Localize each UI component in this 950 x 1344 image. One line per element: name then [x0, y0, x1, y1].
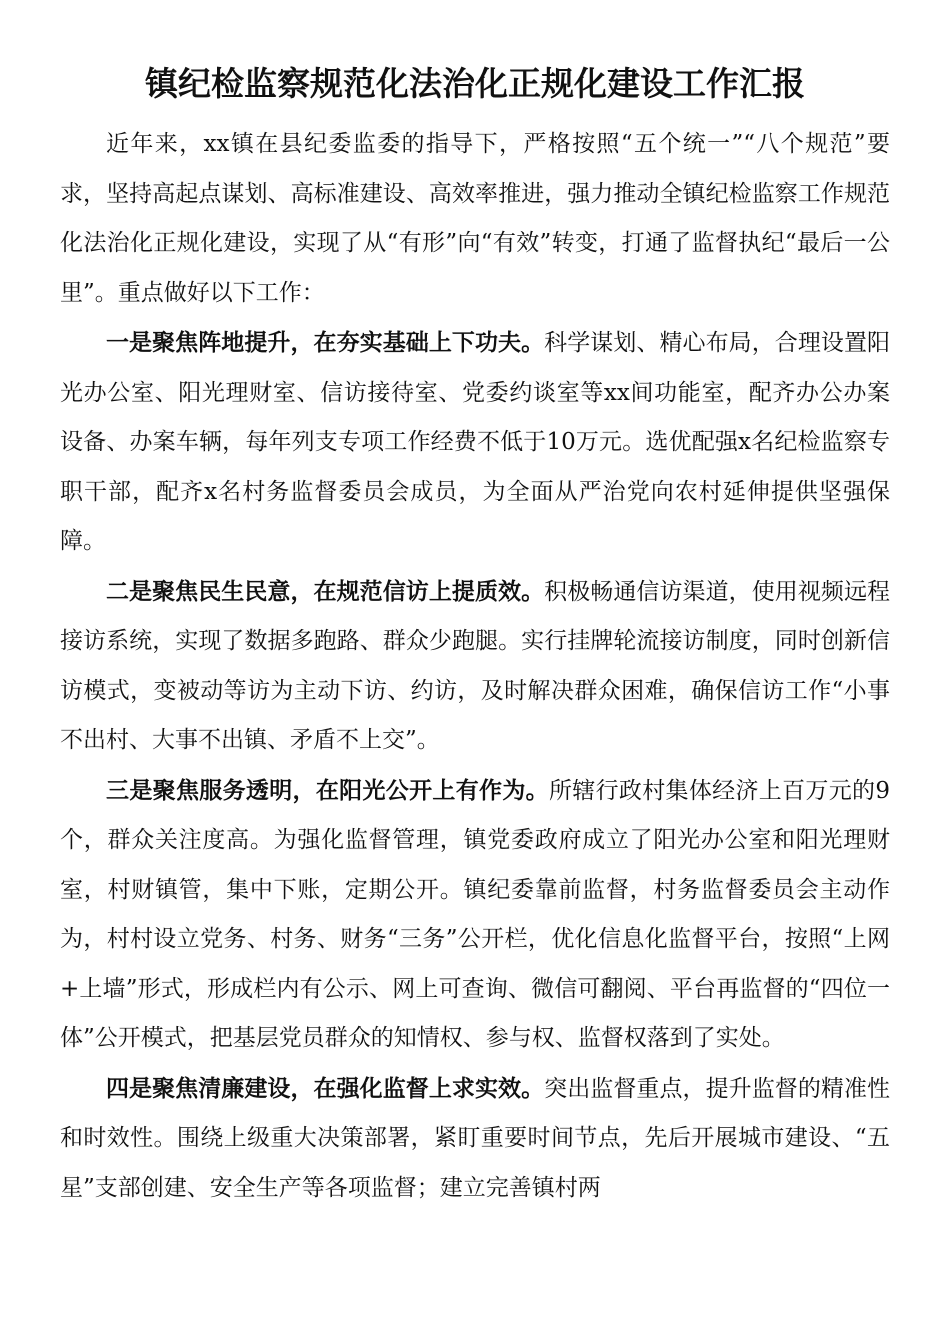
section-lead-4: 四是聚焦清廉建设，在强化监督上求实效。: [106, 1074, 545, 1102]
section-paragraph-4: [60, 1064, 890, 1214]
section-lead-1: 一是聚焦阵地提升，在夯实基础上下功夫。: [106, 329, 545, 356]
section-lead-2: 二是聚焦民生民意，在规范信访上提质效。: [106, 577, 545, 605]
section-body-4: 突出监督重点，提升监督的精准性和时效性。围绕上级重大决策部署，紧盯重要时间节点，先后开展城市建设、“五星”支部创建、安全生产等各项监督；建立完善镇村两: [60, 1075, 891, 1201]
section-body-2: 积极畅通信访渠道，使用视频远程接访系统，实现了数据多跑路、群众少跑腿。实行挂牌轮流接访制度，同时创新信访模式，变被动等访为主动下访、约访，及时解决群众困难，确保信访工作“小事不出村、大事不出镇、矛盾不上交”。: [60, 578, 891, 753]
section-paragraph-1: [60, 318, 890, 567]
intro-paragraph: 近年来，xx镇在县纪委监委的指导下，严格按照“五个统一”“八个规范”要求，坚持高起点谋划、高标准建设、高效率推进，强力推动全镇纪检监察工作规范化法治化正规化建设，实现了从“有形”向“有效”转变，打通了监督执纪“最后一公里”。重点做好以下工作：: [60, 131, 890, 306]
section-paragraph-3: [60, 766, 890, 1064]
section-paragraph-2: [60, 567, 890, 766]
section-lead-3: 三是聚焦服务透明，在阳光公开上有作为。: [106, 776, 549, 804]
section-body-1: 科学谋划、精心布局，合理设置阳光办公室、阳光理财室、信访接待室、党委约谈室等xx间功能室，配齐办公办案设备、办案车辆，每年列支专项工作经费不低于10万元。选优配强x名纪检监察专职干部，配齐x名村务监督委员会成员，为全面从严治党向农村延伸提供坚强保障。: [60, 330, 891, 554]
document-page: [60, 58, 890, 1213]
document-title: 镇纪检监察规范化法治化正规化建设工作汇报: [145, 64, 805, 103]
section-body-3: 所辖行政村集体经济上百万元的9个，群众关注度高。为强化监督管理，镇党委政府成立了阳光办公室和阳光理财室，村财镇管，集中下账，定期公开。镇纪委靠前监督，村务监督委员会主动作为，村村设立党务、村务、财务“三务”公开栏，优化信息化监督平台，按照“上网+上墙”形式，形成栏内有公示、网上可查询、微信可翻阅、平台再监督的“四位一体”公开模式，把基层党员群众的知情权、参与权、监督权落到了实处。: [60, 777, 890, 1051]
